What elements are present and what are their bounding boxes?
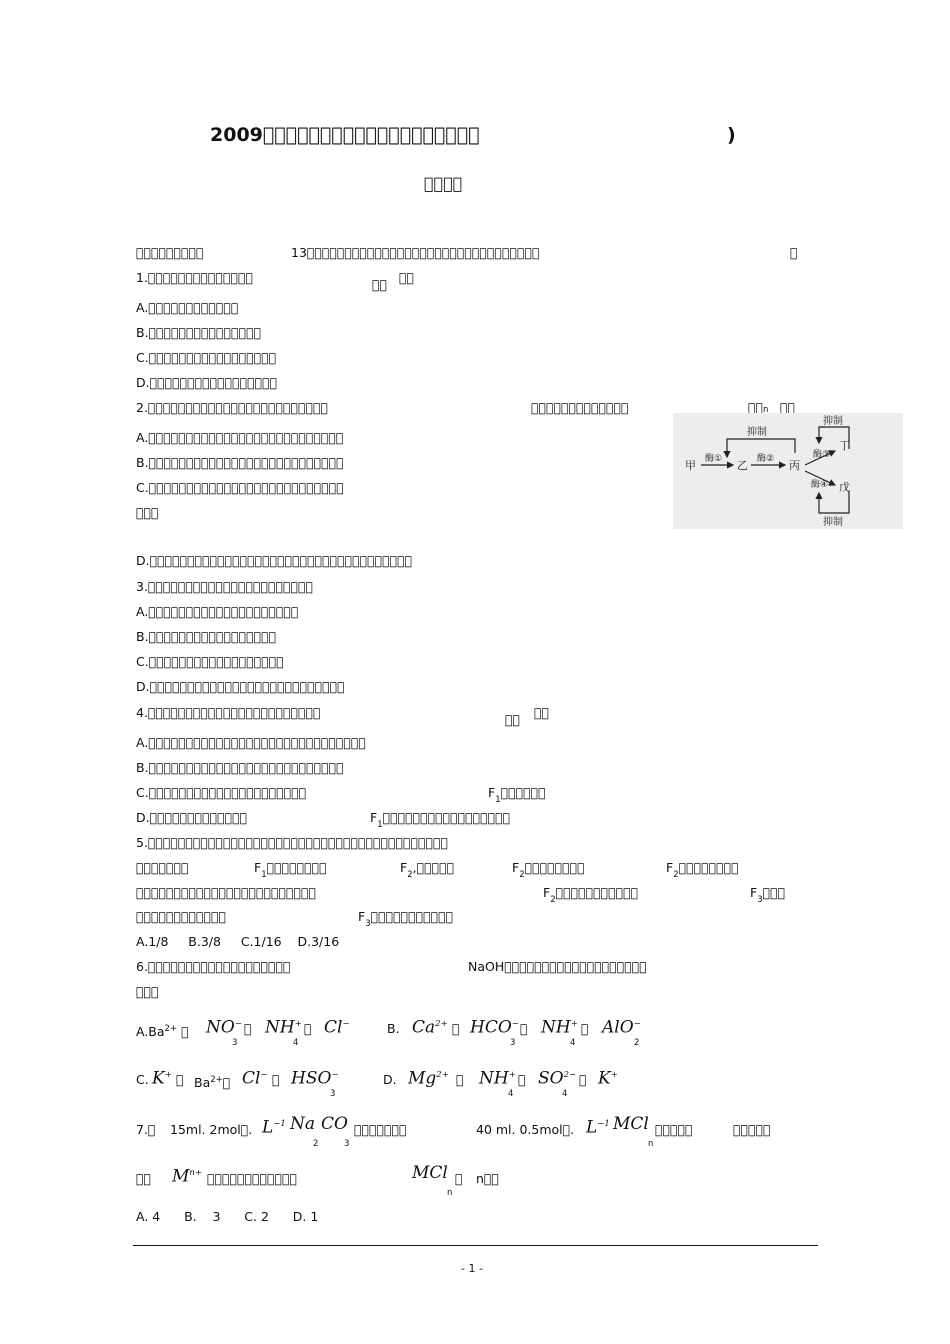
q5-line3-f3: $F_3￿￿￿$ [750, 885, 786, 905]
q4-option-d-f1: $F_1￿￿￿￿￿￿￿￿￿￿￿￿￿￿￿￿￿$ [370, 810, 511, 830]
q6-d-sep2: ￿ [518, 1072, 526, 1087]
q2-option-d: D.￿￿￿￿￿￿￿￿￿￿￿￿￿￿￿￿￿￿￿￿￿￿￿￿￿￿￿￿￿￿￿￿￿￿￿ [136, 553, 413, 568]
q2-option-b: B.￿￿￿￿￿￿￿￿￿￿￿￿￿￿￿￿￿￿￿￿￿￿￿￿￿￿ [136, 455, 344, 470]
q6-c-hso3-sub: 3 [330, 1089, 336, 1099]
q7-num: 7.￿ [136, 1122, 156, 1137]
q1-option-a: A.￿￿￿￿￿￿￿￿￿￿￿￿ [136, 300, 239, 315]
q6-stem-cont: ￿￿￿ [136, 984, 159, 999]
q1-mark: ￿￿ [372, 277, 388, 292]
q7-co-sub: 3 [344, 1139, 350, 1149]
q6-b-hco3: HCO− [470, 1017, 519, 1038]
q6-d-so4: $SO^{2-}$ [538, 1068, 577, 1089]
q6-a-no3: NO− [206, 1017, 242, 1038]
q4-option-a: A.￿￿￿￿￿￿￿￿￿￿￿￿￿￿￿￿￿￿￿￿￿￿￿￿￿￿￿￿￿ [136, 735, 366, 750]
q7-mcln-sub: n [648, 1139, 654, 1149]
title-paren: ) [727, 124, 736, 146]
q7-after: ￿￿￿￿￿ [655, 1122, 693, 1137]
page-subtitle: ￿￿￿￿ [424, 174, 463, 193]
q6-b-nh4-sub: 4 [570, 1038, 576, 1048]
q2-stem-b: ￿￿￿￿￿￿￿￿￿￿￿￿￿ [531, 400, 629, 415]
q7-mcln-2-sub: n [447, 1188, 453, 1198]
q3-stem: 3.￿￿￿￿￿￿￿￿￿￿￿￿￿￿￿￿￿￿￿￿￿￿ [136, 579, 313, 594]
q4-option-b: B.￿￿￿￿￿￿￿￿￿￿￿￿￿￿￿￿￿￿￿￿￿￿￿￿￿￿ [136, 760, 344, 775]
q6-d-nh4: NH+ [479, 1068, 516, 1089]
q4-mark: ￿￿ [505, 712, 521, 727]
section-intro: ￿￿￿￿￿￿￿￿￿ [136, 245, 204, 260]
q7-na-sub: 2 [313, 1139, 319, 1149]
q5-options: A.1/8 B.3/8 C.1/16 D.3/16 [136, 934, 340, 949]
q7-line2-a: ￿￿ [136, 1171, 152, 1186]
fig-inhibit-top: 抑制 [747, 427, 767, 438]
q7-after2: ￿￿￿￿￿ [733, 1122, 771, 1137]
fig-enzyme3: 酶③ [813, 450, 831, 460]
q7-line2-d: n￿￿ [476, 1171, 499, 1186]
q6-stem: 6.￿￿￿￿￿￿￿￿￿￿￿￿￿￿￿￿￿￿￿ [136, 959, 291, 974]
section-intro-count: 13￿￿￿￿￿￿￿￿￿￿￿￿￿￿￿￿￿￿￿￿￿￿￿￿￿￿￿￿￿￿￿ [291, 245, 540, 260]
q6-b-sep1: ￿ [452, 1021, 460, 1036]
q6-c-sep2: ￿ [272, 1072, 280, 1087]
q4-paren: ￿￿ [534, 705, 550, 720]
q3-option-c: C.￿￿￿￿￿￿￿￿￿￿￿￿￿￿￿￿￿￿ [136, 654, 284, 669]
q4-option-d: D.￿￿￿￿￿￿￿￿￿￿￿￿￿ [136, 810, 248, 825]
q7-vol2: 40 ml. 0.5mol￿. [476, 1122, 575, 1137]
q7-na2co3: Na [290, 1114, 316, 1134]
enzyme-pathway-figure [673, 413, 903, 529]
q5-line4-a: ￿￿￿￿￿￿￿￿￿￿￿￿ [136, 909, 227, 924]
q5-line2-f2a: $F_2,￿￿￿￿￿$ [400, 860, 455, 880]
q6-option-d-label: D. [383, 1072, 397, 1087]
q3-option-d: D.￿￿￿￿￿￿￿￿￿￿￿￿￿￿￿￿￿￿￿￿￿￿￿￿￿￿ [136, 679, 345, 694]
q6-c-hso3: HSO− [291, 1068, 339, 1089]
page-title: 2009￿￿￿￿￿￿￿￿￿￿￿￿￿￿￿￿￿￿￿ [210, 124, 480, 146]
q6-b-alo2: AlO− [602, 1017, 641, 1038]
q5-line3-f2: $F_2￿￿￿￿￿￿￿￿￿￿￿$ [543, 885, 639, 905]
q6-c-cl: Cl− [242, 1068, 268, 1089]
section-intro-end: ￿ [790, 245, 798, 260]
q5-stem: 5.￿￿￿￿￿￿￿￿￿￿￿￿￿￿￿￿￿￿￿￿￿￿￿￿￿￿￿￿￿￿￿￿￿￿￿￿￿￿￿￿ [136, 835, 448, 850]
q6-stem-naoh: NaOH￿￿￿￿￿￿￿￿￿￿￿￿￿￿￿￿￿￿￿ [468, 959, 647, 974]
q6-d-nh4-sub: 4 [508, 1089, 514, 1099]
q1-paren: ￿￿ [399, 270, 415, 285]
fig-enzyme2: 酶② [757, 454, 775, 464]
fig-ding: 丁 [839, 439, 850, 452]
q5-line2-f2c: $F_2￿￿￿￿￿￿￿￿$ [666, 860, 739, 880]
q2-option-c: C.￿￿￿￿￿￿￿￿￿￿￿￿￿￿￿￿￿￿￿￿￿￿￿￿￿￿ [136, 480, 344, 495]
q4-option-c: C.￿￿￿￿￿￿￿￿￿￿￿￿￿￿￿￿￿￿￿￿￿ [136, 785, 307, 800]
q2-paren: ￿￿ [780, 400, 796, 415]
q6-a-cl: Cl− [324, 1017, 350, 1038]
q7-options: A. 4 B. 3 C. 2 D. 1 [136, 1209, 319, 1224]
q4-option-c-f1: $F_1￿￿￿￿￿￿$ [488, 785, 546, 805]
q2-option-c-cont: ￿￿￿ [136, 505, 159, 520]
q5-line2-f2b: $F_2￿￿￿￿￿￿￿￿$ [512, 860, 585, 880]
q1-option-d: D.￿￿￿￿￿￿￿￿￿￿￿￿￿￿￿￿￿ [136, 375, 278, 390]
q5-line2-a: ￿￿￿￿￿￿￿ [136, 860, 189, 875]
q7-unit1: $L^{-1}$ [262, 1117, 286, 1138]
q6-b-nh4: NH+ [541, 1017, 578, 1038]
q5-line3-a: ￿￿￿￿￿￿￿￿￿￿￿￿￿￿￿￿￿￿￿￿￿￿￿￿ [136, 885, 317, 900]
q7-mn: $M^{n+}$ [172, 1166, 203, 1187]
fig-wu: 戊 [839, 481, 850, 494]
q6-c-ba: $Ba^{2+}￿$ [194, 1075, 231, 1091]
q6-d-k: K+ [598, 1068, 618, 1089]
inhibit-arrow-bottom [819, 491, 849, 513]
fig-enzyme1: 酶① [705, 454, 723, 464]
q3-option-a: A.￿￿￿￿￿￿￿￿￿￿￿￿￿￿￿￿￿￿￿￿ [136, 604, 299, 619]
q1-option-b: B.￿￿￿￿￿￿￿￿￿￿￿￿￿￿￿ [136, 325, 262, 340]
fig-inhibit-bottom: 抑制 [823, 517, 843, 528]
fig-jia: 甲 [685, 459, 696, 472]
q1-stem: 1.￿￿￿￿￿￿￿￿￿￿￿￿￿￿ [136, 270, 253, 285]
q3-option-b: B.￿￿￿￿￿￿￿￿￿￿￿￿￿￿￿￿￿ [136, 629, 277, 644]
q6-b-alo2-sub: 2 [634, 1038, 640, 1048]
q6-b-sep3: ￿ [581, 1021, 589, 1036]
q7-line2-c: ￿ [455, 1171, 463, 1186]
q6-d-mg: $Mg^{2+}$ [408, 1068, 449, 1089]
q6-c-sep1: ￿ [176, 1072, 184, 1087]
fig-enzyme4: 酶④ [811, 480, 829, 490]
q6-a-no3-sub: 3 [232, 1038, 238, 1048]
q6-a-nh4: NH+ [265, 1017, 302, 1038]
q6-d-so4-sub: 4 [562, 1089, 568, 1099]
q6-a-nh4-sub: 4 [293, 1038, 299, 1048]
q2-stem: 2.￿￿￿￿￿￿￿￿￿￿￿￿￿￿￿￿￿￿￿￿￿￿￿￿ [136, 400, 328, 415]
page-number: - 1 - [461, 1262, 483, 1275]
q7-mcln: MCl [613, 1114, 649, 1134]
q6-d-sep3: ￿ [579, 1072, 587, 1087]
q5-line4-f3: $F_3￿￿￿￿￿￿￿￿￿￿￿$ [358, 909, 454, 929]
fig-inhibit-right: 抑制 [823, 416, 843, 427]
fig-yi: 乙 [737, 459, 748, 472]
q2-mark: ￿￿n [748, 400, 769, 415]
q7-mid: ￿￿￿￿￿￿￿ [354, 1122, 407, 1137]
q7-line2-b: ￿￿￿￿￿￿￿￿￿￿￿￿ [207, 1171, 298, 1186]
q6-option-b-label: B. [387, 1021, 400, 1036]
q6-a-sep1: ￿ [244, 1021, 252, 1036]
footer-rule [133, 1245, 818, 1246]
q7-mcln-2: MCl [412, 1163, 448, 1183]
q7-vol1: 15ml. 2mol￿. [170, 1122, 253, 1137]
q5-line2-f1: $F_1￿￿￿￿￿￿￿￿$ [254, 860, 327, 880]
q6-c-k: K+ [152, 1068, 172, 1089]
q2-option-a: A.￿￿￿￿￿￿￿￿￿￿￿￿￿￿￿￿￿￿￿￿￿￿￿￿￿￿ [136, 430, 344, 445]
q1-option-c: C.￿￿￿￿￿￿￿￿￿￿￿￿￿￿￿￿￿ [136, 350, 277, 365]
q6-b-sep2: ￿ [520, 1021, 528, 1036]
q4-stem: 4.￿￿￿￿￿￿￿￿￿￿￿￿￿￿￿￿￿￿￿￿￿￿￿ [136, 705, 321, 720]
fig-bing: 丙 [789, 459, 800, 472]
q7-unit2: $L^{-1}$ [586, 1117, 610, 1138]
q7-co3: CO [321, 1114, 348, 1134]
q6-option-c-label: C. [136, 1072, 149, 1087]
q6-a-sep2: ￿ [304, 1021, 312, 1036]
q6-b-hco3-sub: 3 [510, 1038, 516, 1048]
q6-d-sep1: ￿ [456, 1072, 464, 1087]
q6-b-ca: $Ca^{2+}$ [412, 1017, 448, 1038]
q6-option-a-label: $A.Ba^{2+}$ ￿ [136, 1024, 189, 1040]
